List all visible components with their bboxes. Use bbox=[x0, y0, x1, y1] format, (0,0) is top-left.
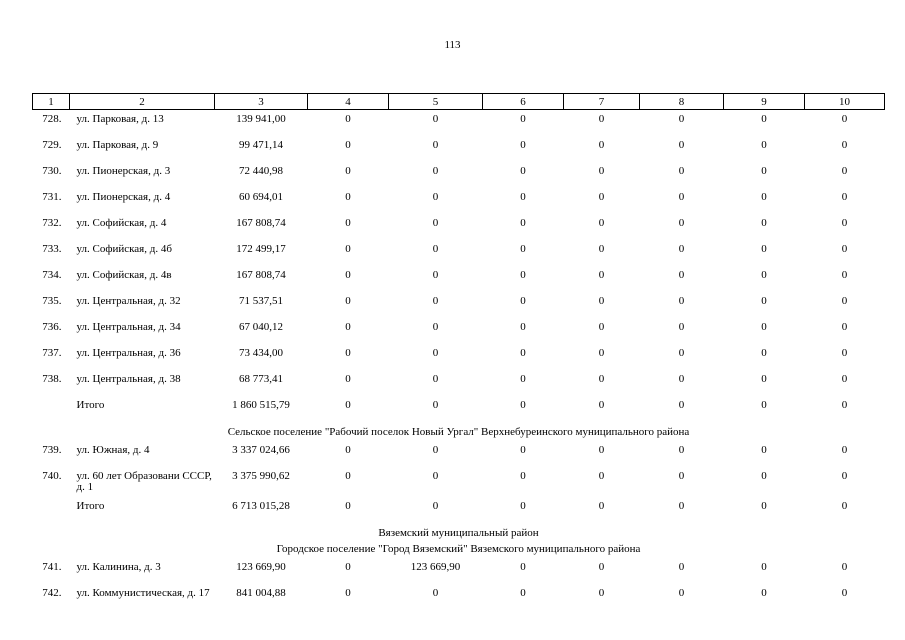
row-number: 739. bbox=[42, 443, 62, 456]
table-row bbox=[33, 214, 885, 240]
value-cell: 0 bbox=[761, 190, 767, 203]
value-cell: 0 bbox=[841, 164, 848, 177]
value-cell: 0 bbox=[432, 586, 439, 599]
value-cell: 0 bbox=[678, 560, 685, 573]
address-cell: ул. Центральная, д. 38 bbox=[76, 372, 181, 385]
page-number: 113 bbox=[444, 39, 461, 51]
value-cell: 0 bbox=[345, 164, 351, 177]
value-cell: 0 bbox=[432, 242, 439, 255]
value-cell: 0 bbox=[432, 164, 439, 177]
value-cell: 0 bbox=[598, 190, 605, 203]
section-heading: Вяземский муниципальный район bbox=[378, 526, 539, 539]
row-number: 735. bbox=[42, 294, 62, 307]
section-heading: Сельское поселение "Рабочий поселок Новый Ургал" Верхнебуреинского муниципального района bbox=[227, 425, 690, 438]
value-cell: 0 bbox=[598, 268, 605, 281]
value-cell: 0 bbox=[520, 113, 526, 125]
table-row bbox=[33, 136, 885, 162]
value-cell: 0 bbox=[520, 443, 526, 456]
value-cell: 0 bbox=[761, 113, 767, 125]
value-cell: 0 bbox=[678, 216, 685, 229]
value-cell: 0 bbox=[432, 294, 439, 307]
row-number: 733. bbox=[42, 242, 62, 255]
value-cell: 0 bbox=[345, 242, 351, 255]
value-cell: 0 bbox=[761, 242, 767, 255]
address-cell: Итого bbox=[76, 398, 105, 411]
address-cell: ул. Калинина, д. 3 bbox=[76, 560, 161, 573]
value-cell: 0 bbox=[432, 268, 439, 281]
value-cell: 0 bbox=[432, 398, 439, 411]
value-cell: 0 bbox=[761, 586, 767, 599]
row-number: 734. bbox=[42, 268, 62, 281]
header-cell: 6 bbox=[483, 94, 564, 110]
value-cell: 0 bbox=[678, 586, 685, 599]
amount-cell: 167 808,74 bbox=[236, 216, 286, 229]
value-cell: 0 bbox=[598, 443, 605, 456]
header-cell: 8 bbox=[640, 94, 724, 110]
value-cell: 0 bbox=[432, 113, 439, 125]
address-cell: ул. Центральная, д. 32 bbox=[76, 294, 181, 307]
value-cell: 0 bbox=[598, 469, 605, 482]
value-cell: 0 bbox=[345, 346, 351, 359]
table-row bbox=[33, 441, 885, 467]
table-row bbox=[33, 558, 885, 584]
table-row bbox=[33, 370, 885, 396]
amount-cell: 1 860 515,79 bbox=[232, 398, 290, 411]
table-row bbox=[33, 584, 885, 614]
value-cell: 0 bbox=[345, 560, 351, 573]
value-cell: 123 669,90 bbox=[410, 560, 461, 573]
value-cell: 0 bbox=[598, 113, 605, 125]
value-cell: 0 bbox=[761, 469, 767, 482]
value-cell: 0 bbox=[761, 560, 767, 573]
value-cell: 0 bbox=[345, 320, 351, 333]
table-row bbox=[33, 240, 885, 266]
value-cell: 0 bbox=[678, 164, 685, 177]
amount-cell: 3 375 990,62 bbox=[232, 469, 290, 482]
total-row bbox=[33, 497, 885, 523]
table-body bbox=[33, 110, 885, 614]
value-cell: 0 bbox=[432, 346, 439, 359]
address-cell: Итого bbox=[76, 499, 105, 512]
value-cell: 0 bbox=[345, 372, 351, 385]
value-cell: 0 bbox=[841, 560, 848, 573]
value-cell: 0 bbox=[841, 216, 848, 229]
header-cell: 10 bbox=[805, 94, 885, 110]
row-number: 728. bbox=[42, 113, 62, 125]
address-cell: ул. Центральная, д. 36 bbox=[76, 346, 181, 359]
value-cell: 0 bbox=[841, 398, 848, 411]
value-cell: 0 bbox=[520, 346, 526, 359]
table-row bbox=[33, 266, 885, 292]
address-cell: ул. Пионерская, д. 4 bbox=[76, 190, 171, 203]
value-cell: 0 bbox=[520, 294, 526, 307]
value-cell: 0 bbox=[598, 346, 605, 359]
value-cell: 0 bbox=[761, 346, 767, 359]
value-cell: 0 bbox=[345, 216, 351, 229]
value-cell: 0 bbox=[678, 443, 685, 456]
value-cell: 0 bbox=[678, 138, 685, 151]
value-cell: 0 bbox=[678, 372, 685, 385]
header-cell: 5 bbox=[389, 94, 483, 110]
amount-cell: 123 669,90 bbox=[236, 560, 286, 573]
amount-cell: 71 537,51 bbox=[239, 294, 283, 307]
value-cell: 0 bbox=[345, 190, 351, 203]
row-number: 729. bbox=[42, 138, 62, 151]
value-cell: 0 bbox=[520, 398, 526, 411]
value-cell: 0 bbox=[598, 216, 605, 229]
address-cell: ул. Софийская, д. 4б bbox=[76, 242, 172, 255]
value-cell: 0 bbox=[432, 190, 439, 203]
value-cell: 0 bbox=[761, 164, 767, 177]
table-row bbox=[33, 318, 885, 344]
address-cell: ул. Парковая, д. 13 bbox=[76, 113, 164, 125]
value-cell: 0 bbox=[520, 268, 526, 281]
address-cell: ул. Пионерская, д. 3 bbox=[76, 164, 171, 177]
value-cell: 0 bbox=[598, 138, 605, 151]
value-cell: 0 bbox=[678, 346, 685, 359]
row-number: 736. bbox=[42, 320, 62, 333]
value-cell: 0 bbox=[520, 469, 526, 482]
value-cell: 0 bbox=[432, 320, 439, 333]
address-cell: ул. Южная, д. 4 bbox=[76, 443, 150, 456]
value-cell: 0 bbox=[678, 268, 685, 281]
amount-cell: 72 440,98 bbox=[239, 164, 283, 177]
section-heading-row bbox=[33, 542, 885, 558]
value-cell: 0 bbox=[841, 138, 848, 151]
value-cell: 0 bbox=[520, 216, 526, 229]
value-cell: 0 bbox=[678, 113, 685, 125]
value-cell: 0 bbox=[761, 216, 767, 229]
table-row bbox=[33, 344, 885, 370]
value-cell: 0 bbox=[345, 443, 351, 456]
header-cell: 4 bbox=[308, 94, 389, 110]
value-cell: 0 bbox=[520, 190, 526, 203]
total-row bbox=[33, 396, 885, 422]
value-cell: 0 bbox=[761, 268, 767, 281]
value-cell: 0 bbox=[841, 294, 848, 307]
value-cell: 0 bbox=[520, 499, 526, 512]
value-cell: 0 bbox=[598, 560, 605, 573]
value-cell: 0 bbox=[678, 242, 685, 255]
amount-cell: 67 040,12 bbox=[239, 320, 283, 333]
value-cell: 0 bbox=[841, 346, 848, 359]
row-number bbox=[33, 396, 70, 422]
header-cell: 2 bbox=[70, 94, 215, 110]
data-table bbox=[32, 93, 885, 614]
value-cell: 0 bbox=[841, 443, 848, 456]
value-cell: 0 bbox=[598, 499, 605, 512]
amount-cell: 60 694,01 bbox=[239, 190, 283, 203]
amount-cell: 73 434,00 bbox=[239, 346, 283, 359]
address-cell: ул. Софийская, д. 4 bbox=[76, 216, 167, 229]
value-cell: 0 bbox=[841, 469, 848, 482]
value-cell: 0 bbox=[761, 443, 767, 456]
row-number bbox=[33, 497, 70, 523]
value-cell: 0 bbox=[345, 294, 351, 307]
address-cell: ул. Коммунистическая, д. 17 bbox=[76, 586, 210, 599]
value-cell: 0 bbox=[345, 398, 351, 411]
value-cell: 0 bbox=[841, 499, 848, 512]
table-row bbox=[33, 467, 885, 497]
row-number: 738. bbox=[42, 372, 62, 385]
value-cell: 0 bbox=[841, 586, 848, 599]
header-cell: 9 bbox=[724, 94, 805, 110]
value-cell: 0 bbox=[761, 320, 767, 333]
value-cell: 0 bbox=[432, 138, 439, 151]
amount-cell: 68 773,41 bbox=[239, 372, 283, 385]
value-cell: 0 bbox=[678, 398, 685, 411]
value-cell: 0 bbox=[761, 294, 767, 307]
value-cell: 0 bbox=[345, 469, 351, 482]
header-cell: 7 bbox=[564, 94, 640, 110]
value-cell: 0 bbox=[432, 469, 439, 482]
amount-cell: 139 941,00 bbox=[236, 113, 286, 125]
value-cell: 0 bbox=[345, 138, 351, 151]
row-number: 737. bbox=[42, 346, 62, 359]
value-cell: 0 bbox=[841, 113, 848, 125]
value-cell: 0 bbox=[345, 586, 351, 599]
value-cell: 0 bbox=[520, 138, 526, 151]
row-number: 742. bbox=[42, 586, 62, 599]
value-cell: 0 bbox=[678, 190, 685, 203]
value-cell: 0 bbox=[598, 398, 605, 411]
address-cell: ул. Парковая, д. 9 bbox=[76, 138, 159, 151]
row-number: 730. bbox=[42, 164, 62, 177]
value-cell: 0 bbox=[761, 138, 767, 151]
value-cell: 0 bbox=[598, 242, 605, 255]
value-cell: 0 bbox=[678, 320, 685, 333]
amount-cell: 841 004,88 bbox=[236, 586, 286, 599]
value-cell: 0 bbox=[678, 499, 685, 512]
value-cell: 0 bbox=[432, 372, 439, 385]
value-cell: 0 bbox=[761, 372, 767, 385]
table-row bbox=[33, 110, 885, 136]
header-cell: 3 bbox=[215, 94, 308, 110]
section-heading-row bbox=[33, 422, 885, 441]
value-cell: 0 bbox=[598, 294, 605, 307]
value-cell: 0 bbox=[841, 320, 848, 333]
value-cell: 0 bbox=[598, 372, 605, 385]
address-cell: ул. Центральная, д. 34 bbox=[76, 320, 181, 333]
value-cell: 0 bbox=[345, 499, 351, 512]
value-cell: 0 bbox=[598, 586, 605, 599]
value-cell: 0 bbox=[598, 320, 605, 333]
value-cell: 0 bbox=[598, 164, 605, 177]
amount-cell: 167 808,74 bbox=[236, 268, 286, 281]
value-cell: 0 bbox=[520, 320, 526, 333]
amount-cell: 172 499,17 bbox=[236, 242, 286, 255]
value-cell: 0 bbox=[841, 268, 848, 281]
table-row bbox=[33, 292, 885, 318]
row-number: 741. bbox=[42, 560, 62, 573]
header-row bbox=[33, 94, 885, 110]
value-cell: 0 bbox=[345, 268, 351, 281]
value-cell: 0 bbox=[432, 216, 439, 229]
value-cell: 0 bbox=[841, 242, 848, 255]
value-cell: 0 bbox=[761, 499, 767, 512]
header-cell: 1 bbox=[33, 94, 70, 110]
value-cell: 0 bbox=[761, 398, 767, 411]
value-cell: 0 bbox=[520, 560, 526, 573]
value-cell: 0 bbox=[841, 190, 848, 203]
address-cell: ул. 60 лет Образовани ССCР, д. 1 bbox=[76, 469, 212, 493]
amount-cell: 6 713 015,28 bbox=[232, 499, 290, 512]
value-cell: 0 bbox=[678, 469, 685, 482]
row-number: 740. bbox=[42, 469, 62, 482]
row-number: 731. bbox=[42, 190, 62, 203]
value-cell: 0 bbox=[520, 586, 526, 599]
value-cell: 0 bbox=[678, 294, 685, 307]
section-heading: Городское поселение "Город Вяземский" Вяземского муниципального района bbox=[276, 542, 641, 555]
table-row bbox=[33, 162, 885, 188]
table-row bbox=[33, 188, 885, 214]
value-cell: 0 bbox=[520, 164, 526, 177]
address-cell: ул. Софийская, д. 4в bbox=[76, 268, 172, 281]
amount-cell: 99 471,14 bbox=[239, 138, 283, 151]
value-cell: 0 bbox=[841, 372, 848, 385]
value-cell: 0 bbox=[520, 242, 526, 255]
value-cell: 0 bbox=[520, 372, 526, 385]
section-heading-row bbox=[33, 523, 885, 542]
value-cell: 0 bbox=[345, 113, 351, 125]
row-number: 732. bbox=[42, 216, 62, 229]
value-cell: 0 bbox=[432, 443, 439, 456]
amount-cell: 3 337 024,66 bbox=[232, 443, 290, 456]
value-cell: 0 bbox=[432, 499, 439, 512]
